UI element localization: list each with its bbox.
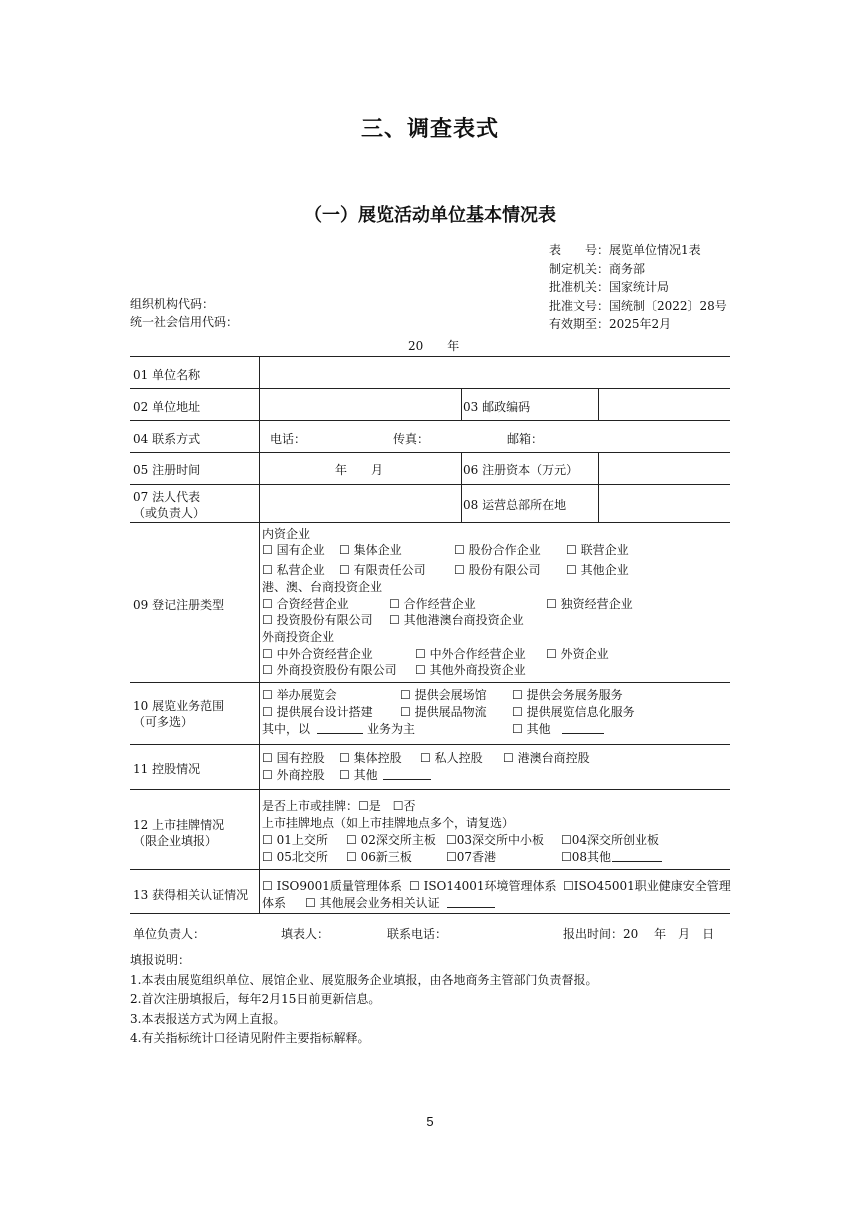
row-divider	[130, 388, 730, 389]
label-legal-rep: 07 法人代表	[133, 490, 201, 504]
note-item: 2.首次注册填报后，每年2月15日前更新信息。	[130, 992, 381, 1006]
label-headquarters: 08 运营总部所在地	[463, 498, 567, 512]
meta-approval-number: 批准文号：国统制〔2022〕28号	[549, 298, 727, 313]
row-divider	[130, 789, 730, 790]
domestic-heading: 内资企业	[262, 527, 311, 541]
registration-time-value: 年 月	[335, 463, 384, 477]
meta-approving-agency: 批准机关：国家统计局	[549, 280, 670, 294]
listed-question[interactable]: 是否上市或挂牌：☐是 ☐否	[262, 799, 416, 813]
column-divider	[598, 452, 599, 522]
column-divider	[461, 452, 462, 522]
checkbox-collective[interactable]: ☐ 集体企业	[339, 543, 402, 557]
meta-valid-until: 有效期至：2025年2月	[549, 317, 672, 331]
checkbox-scope-other[interactable]: ☐ 其他	[512, 722, 551, 736]
checkbox-private[interactable]: ☐ 私营企业	[262, 563, 325, 577]
checkbox-hmt-sole[interactable]: ☐ 独资经营企业	[546, 597, 633, 611]
checkbox-joint-venture[interactable]: ☐ 联营企业	[566, 543, 629, 557]
checkbox-joint-stock-coop[interactable]: ☐ 股份合作企业	[454, 543, 541, 557]
checkbox-iso9001[interactable]: ☐ ISO9001质量管理体系	[262, 879, 402, 893]
label-registration-time: 05 注册时间	[133, 463, 201, 477]
row-divider	[130, 744, 730, 745]
checkbox-wholly-foreign[interactable]: ☐ 外资企业	[546, 647, 609, 661]
report-date-label: 报出时间：20 年 月 日	[563, 927, 715, 941]
contact-phone-label: 电话：	[270, 432, 307, 446]
note-item: 3.本表报送方式为网上直报。	[130, 1011, 286, 1026]
label-listing-status: 12 上市挂牌情况	[133, 818, 225, 832]
contact-phone-footer-label: 联系电话：	[387, 927, 448, 941]
row-divider	[130, 452, 730, 453]
checkbox-szse-main[interactable]: ☐ 02深交所主板	[346, 833, 436, 847]
label-registration-type: 09 登记注册类型	[133, 598, 225, 612]
notes-heading: 填报说明：	[130, 953, 191, 967]
checkbox-szse-chinext[interactable]: ☐04深交所创业板	[561, 833, 660, 847]
meta-issuing-agency: 制定机关：商务部	[549, 261, 646, 276]
other-cert-blank[interactable]	[447, 895, 495, 913]
label-unit-address: 02 单位地址	[133, 400, 201, 414]
foreign-heading: 外商投资企业	[262, 630, 335, 644]
checkbox-booth-design[interactable]: ☐ 提供展台设计搭建	[262, 705, 373, 719]
checkbox-event-services[interactable]: ☐ 提供会务展务服务	[512, 688, 623, 702]
checkbox-sse[interactable]: ☐ 01上交所	[262, 833, 328, 847]
row-divider	[130, 484, 730, 485]
filler-label: 填表人：	[281, 927, 330, 941]
checkbox-state-holding[interactable]: ☐ 国有控股	[262, 751, 325, 765]
label-unit-name: 01 单位名称	[133, 368, 201, 382]
checkbox-hmt-holding[interactable]: ☐ 港澳台商控股	[503, 751, 590, 765]
checkbox-hmt-other[interactable]: ☐ 其他港澳台商投资企业	[389, 613, 524, 627]
row-divider	[130, 682, 730, 683]
checkbox-sino-foreign-coop[interactable]: ☐ 中外合作经营企业	[415, 647, 526, 661]
checkbox-exhibit-logistics[interactable]: ☐ 提供展品物流	[400, 705, 487, 719]
column-divider	[259, 356, 260, 913]
main-business-blank[interactable]	[317, 721, 363, 739]
checkbox-foreign-other[interactable]: ☐ 其他外商投资企业	[415, 663, 526, 677]
unit-head-label: 单位负责人：	[133, 927, 206, 941]
checkbox-other-enterprise[interactable]: ☐ 其他企业	[566, 563, 629, 577]
checkbox-szse-sme[interactable]: ☐03深交所中小板	[446, 833, 545, 847]
filling-notes	[130, 951, 597, 1049]
label-registered-capital: 06 注册资本（万元）	[463, 463, 579, 477]
hmt-heading: 港、澳、台商投资企业	[262, 580, 383, 594]
credit-code-label: 统一社会信用代码：	[130, 315, 239, 329]
note-item: 4.有关指标统计口径请见附件主要指标解释。	[130, 1031, 370, 1045]
label-legal-rep-alt: （或负责人）	[133, 506, 206, 520]
checkbox-provide-venue[interactable]: ☐ 提供会展场馆	[400, 688, 487, 702]
section-title: 三、调查表式	[360, 117, 499, 142]
checkbox-hmt-coop-jv[interactable]: ☐ 合作经营企业	[389, 597, 476, 611]
label-certifications: 13 获得相关认证情况	[133, 888, 249, 902]
note-item: 1.本表由展览组织单位、展馆企业、展览服务企业填报，由各地商务主管部门负责督报。	[130, 972, 598, 987]
label-postal-code: 03 邮政编码	[463, 400, 531, 414]
label-contact: 04 联系方式	[133, 432, 201, 446]
label-holding-status: 11 控股情况	[133, 762, 201, 776]
checkbox-foreign-investment-ltd[interactable]: ☐ 外商投资股份有限公司	[262, 663, 397, 677]
meta-form-number: 表 号：展览单位情况1表	[549, 243, 701, 257]
checkbox-exhibition-it[interactable]: ☐ 提供展览信息化服务	[512, 705, 635, 719]
contact-email-label: 邮箱：	[507, 432, 544, 446]
checkbox-state-owned[interactable]: ☐ 国有企业	[262, 543, 325, 557]
row-divider	[130, 420, 730, 421]
iso45001-continuation: 体系	[262, 896, 287, 910]
column-divider	[461, 388, 462, 420]
checkbox-private-holding[interactable]: ☐ 私人控股	[420, 751, 483, 765]
org-code-label: 组织机构代码：	[130, 297, 215, 311]
row-divider	[130, 522, 730, 523]
listing-location-instruction: 上市挂牌地点（如上市挂牌地点多个，请复选）	[262, 816, 515, 830]
checkbox-neeq[interactable]: ☐ 06新三板	[346, 850, 412, 864]
checkbox-collective-holding[interactable]: ☐ 集体控股	[339, 751, 402, 765]
label-listing-note: （限企业填报）	[133, 834, 218, 848]
listing-other-blank[interactable]	[612, 849, 662, 867]
year-line: 20 年	[408, 339, 460, 353]
contact-fax-label: 传真：	[393, 432, 430, 446]
checkbox-hmt-investment-ltd[interactable]: ☐ 投资股份有限公司	[262, 613, 373, 627]
checkbox-listing-other[interactable]: ☐08其他	[561, 850, 612, 864]
checkbox-iso14001[interactable]: ☐ ISO14001环境管理体系	[409, 879, 557, 893]
form-title: （一）展览活动单位基本情况表	[304, 205, 556, 226]
label-business-scope-note: （可多选）	[133, 715, 194, 729]
form-metadata	[549, 241, 727, 334]
checkbox-other-cert[interactable]: ☐ 其他展会业务相关认证	[305, 896, 440, 910]
checkbox-foreign-holding[interactable]: ☐ 外商控股	[262, 768, 325, 782]
checkbox-hmt-equity-jv[interactable]: ☐ 合资经营企业	[262, 597, 349, 611]
row-divider	[130, 869, 730, 870]
table-border-bottom	[130, 913, 730, 914]
main-business-prefix: 其中，以	[262, 722, 311, 736]
column-divider	[598, 388, 599, 420]
checkbox-sino-foreign-equity[interactable]: ☐ 中外合资经营企业	[262, 647, 373, 661]
label-business-scope: 10 展览业务范围	[133, 699, 225, 713]
page-number: 5	[426, 1114, 434, 1129]
scope-other-blank[interactable]	[562, 721, 604, 739]
checkbox-hkex[interactable]: ☐07香港	[446, 850, 497, 864]
checkbox-bse[interactable]: ☐ 05北交所	[262, 850, 328, 864]
table-border-top	[130, 356, 730, 357]
checkbox-joint-stock-ltd[interactable]: ☐ 股份有限公司	[454, 563, 541, 577]
checkbox-host-exhibitions[interactable]: ☐ 举办展览会	[262, 688, 337, 702]
checkbox-llc[interactable]: ☐ 有限责任公司	[339, 563, 426, 577]
checkbox-iso45001[interactable]: ☐ISO45001职业健康安全管理	[563, 879, 731, 893]
checkbox-holding-other[interactable]: ☐ 其他	[339, 768, 378, 782]
holding-other-blank[interactable]	[383, 767, 431, 785]
main-business-suffix: 业务为主	[367, 722, 416, 736]
